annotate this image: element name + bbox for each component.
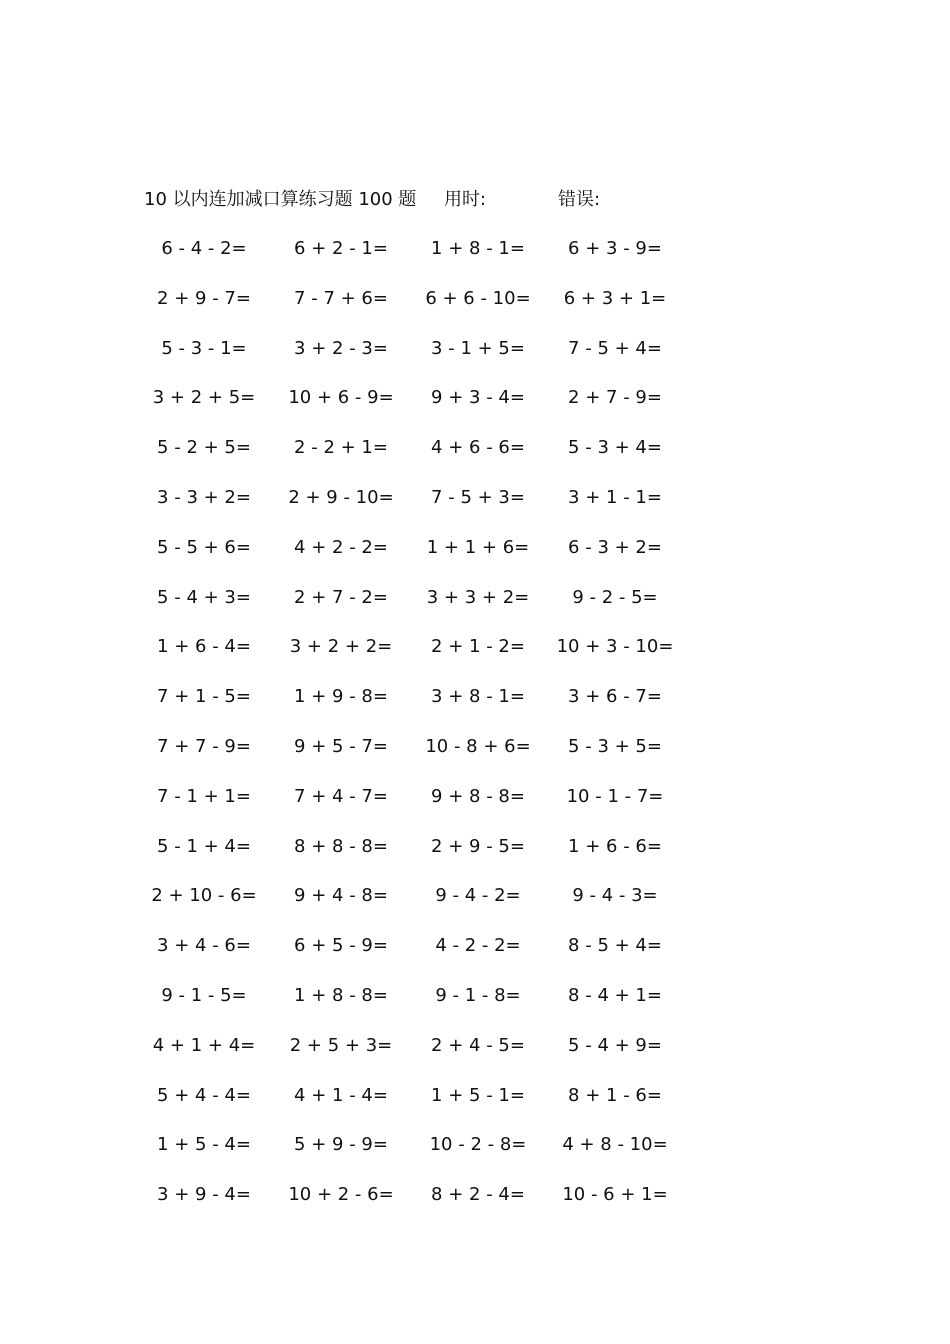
problem-item: 8 - 5 + 4= (568, 935, 662, 957)
problem-row (134, 682, 694, 732)
problem-item: 5 + 9 - 9= (294, 1134, 388, 1156)
problem-item: 3 + 9 - 4= (157, 1184, 251, 1206)
problem-row (134, 433, 694, 483)
problem-item: 5 - 4 + 3= (157, 586, 251, 608)
problem-row (134, 483, 694, 533)
problem-item: 5 + 4 - 4= (157, 1084, 251, 1106)
problem-item: 5 - 3 + 5= (568, 735, 662, 757)
problem-row (134, 832, 694, 882)
problem-item: 2 + 5 + 3= (289, 1034, 393, 1056)
problem-row (134, 1130, 694, 1180)
problem-item: 9 + 3 - 4= (431, 387, 525, 409)
problem-row (134, 632, 694, 682)
problem-item: 9 - 2 - 5= (572, 586, 658, 608)
problem-item: 5 - 3 + 4= (568, 437, 662, 459)
problem-item: 6 + 3 - 9= (568, 238, 662, 259)
problem-item: 4 + 2 - 2= (294, 536, 388, 558)
problem-item: 9 + 5 - 7= (294, 735, 388, 757)
problem-item: 2 - 2 + 1= (294, 437, 388, 459)
problem-item: 10 - 1 - 7= (566, 785, 664, 807)
worksheet-title: 10 以内连加减口算练习题 100 题 (144, 189, 417, 210)
problem-row (134, 1081, 694, 1131)
problem-row (134, 1180, 694, 1230)
problem-item: 2 + 1 - 2= (431, 636, 525, 658)
problem-item: 9 - 1 - 5= (161, 984, 247, 1006)
problem-item: 2 + 9 - 5= (431, 835, 525, 857)
problem-item: 9 - 4 - 3= (572, 885, 658, 907)
problem-item: 2 + 9 - 7= (157, 287, 251, 309)
problem-item: 6 - 3 + 2= (568, 536, 662, 558)
problem-item: 6 - 4 - 2= (161, 238, 247, 259)
problem-item: 4 + 1 + 4= (152, 1034, 256, 1056)
problem-item: 7 - 7 + 6= (294, 287, 388, 309)
problem-item: 1 + 8 - 8= (294, 984, 388, 1006)
problem-item: 8 + 8 - 8= (294, 835, 388, 857)
problem-item: 5 - 5 + 6= (157, 536, 251, 558)
problem-item: 3 + 8 - 1= (431, 686, 525, 708)
problem-item: 7 + 1 - 5= (157, 686, 251, 708)
problem-item: 5 - 4 + 9= (568, 1034, 662, 1056)
problem-item: 2 + 4 - 5= (431, 1034, 525, 1056)
problem-item: 3 + 2 + 2= (289, 636, 393, 658)
problem-item: 3 - 1 + 5= (431, 337, 525, 359)
problem-item: 3 + 1 - 1= (568, 486, 662, 508)
problem-item: 1 + 9 - 8= (294, 686, 388, 708)
problem-row (134, 732, 694, 782)
problem-item: 3 + 3 + 2= (426, 586, 530, 608)
problem-item: 1 + 8 - 1= (431, 238, 525, 259)
problem-item: 8 + 1 - 6= (568, 1084, 662, 1106)
problem-row (134, 881, 694, 931)
problem-item: 1 + 6 - 4= (157, 636, 251, 658)
problem-item: 10 + 3 - 10= (556, 636, 674, 658)
problem-item: 7 + 4 - 7= (294, 785, 388, 807)
problem-item: 10 + 2 - 6= (288, 1184, 394, 1206)
problem-row (134, 334, 694, 384)
time-label: 用时: (444, 189, 487, 210)
problem-item: 5 - 3 - 1= (161, 337, 247, 359)
problem-item: 10 + 6 - 9= (288, 387, 394, 409)
problem-row (134, 383, 694, 433)
problem-item: 3 + 6 - 7= (568, 686, 662, 708)
problem-item: 6 + 6 - 10= (425, 287, 531, 309)
problem-item: 2 + 10 - 6= (151, 885, 257, 907)
problem-row (134, 782, 694, 832)
problem-item: 3 - 3 + 2= (157, 486, 251, 508)
problem-grid (134, 234, 694, 1230)
problem-item: 2 + 7 - 2= (294, 586, 388, 608)
problem-item: 4 + 1 - 4= (294, 1084, 388, 1106)
problem-item: 6 + 3 + 1= (563, 287, 667, 309)
problem-item: 7 - 5 + 3= (431, 486, 525, 508)
problem-row (134, 981, 694, 1031)
problem-row (134, 583, 694, 633)
problem-item: 1 + 5 - 4= (157, 1134, 251, 1156)
problem-item: 7 - 5 + 4= (568, 337, 662, 359)
problem-item: 1 + 5 - 1= (431, 1084, 525, 1106)
problem-item: 10 - 8 + 6= (425, 735, 531, 757)
problem-item: 10 - 2 - 8= (429, 1134, 527, 1156)
problem-item: 6 + 5 - 9= (294, 935, 388, 957)
problem-item: 1 + 1 + 6= (426, 536, 530, 558)
problem-row (134, 533, 694, 583)
problem-item: 8 + 2 - 4= (431, 1184, 525, 1206)
problem-item: 3 + 4 - 6= (157, 935, 251, 957)
problem-item: 9 + 4 - 8= (294, 885, 388, 907)
problem-item: 9 - 1 - 8= (435, 984, 521, 1006)
problem-item: 3 + 2 + 5= (152, 387, 256, 409)
worksheet-header (144, 186, 744, 214)
problem-row (134, 931, 694, 981)
problem-item: 2 + 7 - 9= (568, 387, 662, 409)
problem-item: 7 + 7 - 9= (157, 735, 251, 757)
errors-label: 错误: (558, 189, 601, 210)
problem-item: 4 + 6 - 6= (431, 437, 525, 459)
problem-item: 5 - 2 + 5= (157, 437, 251, 459)
problem-item: 8 - 4 + 1= (568, 984, 662, 1006)
problem-item: 5 - 1 + 4= (157, 835, 251, 857)
problem-item: 3 + 2 - 3= (294, 337, 388, 359)
problem-row (134, 234, 694, 284)
problem-item: 1 + 6 - 6= (568, 835, 662, 857)
problem-item: 7 - 1 + 1= (157, 785, 251, 807)
problem-item: 10 - 6 + 1= (562, 1184, 668, 1206)
problem-item: 4 + 8 - 10= (562, 1134, 668, 1156)
problem-row (134, 284, 694, 334)
problem-item: 9 - 4 - 2= (435, 885, 521, 907)
problem-item: 6 + 2 - 1= (294, 238, 388, 259)
problem-item: 9 + 8 - 8= (431, 785, 525, 807)
problem-item: 4 - 2 - 2= (435, 935, 521, 957)
problem-item: 2 + 9 - 10= (288, 486, 394, 508)
problem-row (134, 1031, 694, 1081)
